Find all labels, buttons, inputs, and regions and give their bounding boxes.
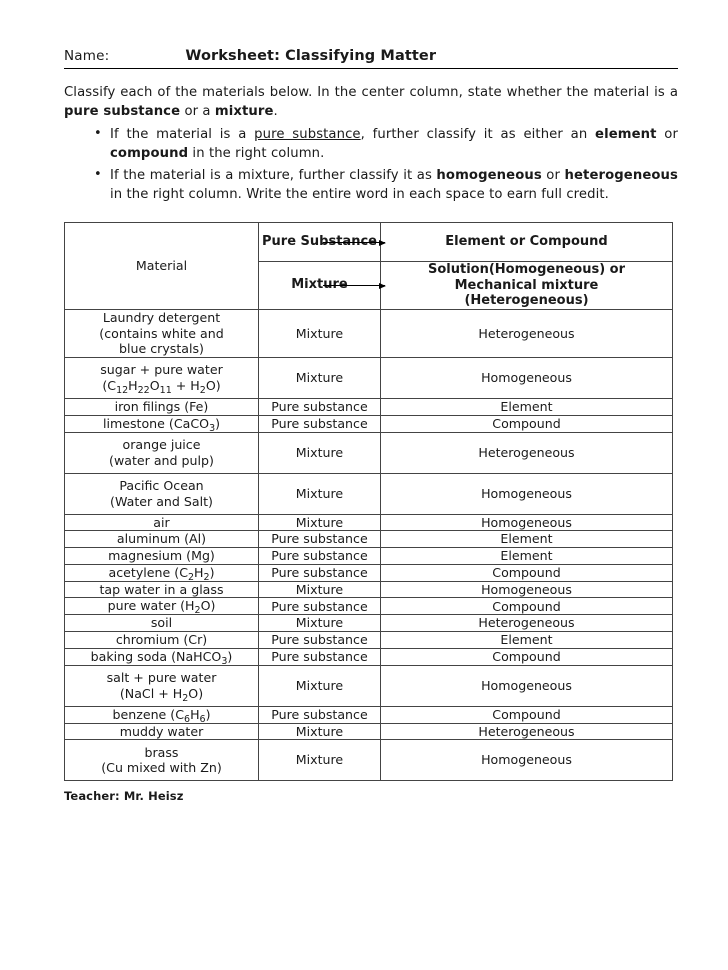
bullet2-bold-heterogeneous: heterogeneous <box>564 167 678 183</box>
cell-classification: Homogeneous <box>381 665 673 706</box>
bullet1-text-3: or <box>656 127 678 143</box>
bullet2-bold-homogeneous: homogeneous <box>436 167 542 183</box>
material-line: chromium (Cr) <box>115 632 208 648</box>
material-line: magnesium (Mg) <box>108 548 215 564</box>
table-row <box>65 581 673 598</box>
material-line: limestone (CaCO$_3$) <box>102 415 221 434</box>
cell-type: Pure substance <box>259 598 381 615</box>
classifying-matter-table <box>64 222 673 781</box>
page-header <box>64 38 678 64</box>
material-line: acetylene $(C_2H_2)$ <box>108 564 215 583</box>
cell-classification: Element <box>381 632 673 649</box>
arrow-pure-substance-icon <box>323 242 385 243</box>
cell-material <box>65 581 259 598</box>
header-divider <box>64 68 678 69</box>
table-row <box>65 548 673 565</box>
table-row <box>65 309 673 357</box>
cell-type: Pure substance <box>259 399 381 416</box>
bullet1-bold-compound: compound <box>110 146 189 162</box>
instructions-text-2: or a <box>180 104 215 120</box>
cell-material <box>65 514 259 531</box>
cell-type: Pure substance <box>259 706 381 723</box>
instructions-bold-mixture: mixture <box>214 104 274 120</box>
bullet-item-pure-substance <box>110 125 678 163</box>
cell-type: Mixture <box>259 514 381 531</box>
table-row <box>65 706 673 723</box>
table-row <box>65 598 673 615</box>
table-row <box>65 740 673 781</box>
cell-type: Pure substance <box>259 632 381 649</box>
cell-classification: Heterogeneous <box>381 723 673 740</box>
material-line: (contains white and <box>99 325 224 341</box>
column-header-element-or-compound <box>381 223 672 262</box>
cell-classification: Homogeneous <box>381 514 673 531</box>
cell-classification: Homogeneous <box>381 358 673 399</box>
table-body <box>65 309 673 780</box>
cell-material <box>65 723 259 740</box>
cell-material <box>65 399 259 416</box>
bullet1-text-2: , further classify it as either an <box>360 127 596 143</box>
bullet-item-mixture <box>110 166 678 204</box>
instructions-bold-pure-substance: pure substance <box>64 104 181 120</box>
material-line: brass <box>144 744 179 760</box>
cell-classification: Homogeneous <box>381 581 673 598</box>
bullet2-text-1: If the material is a mixture, further classify it as <box>110 167 437 183</box>
table-row <box>65 665 673 706</box>
material-line: (NaCl + $H_2O$) <box>119 685 204 704</box>
column-header-solution-lines <box>428 262 625 309</box>
cell-type: Mixture <box>259 615 381 632</box>
table-row <box>65 564 673 581</box>
footer-teacher: Teacher: Mr. Heisz <box>64 789 184 804</box>
material-line: (water and pulp) <box>109 452 214 468</box>
material-line: sugar + pure water <box>100 362 223 378</box>
cell-classification: Element <box>381 548 673 565</box>
bullet1-text-4: in the right column. <box>188 146 325 162</box>
page-title: Worksheet: Classifying Matter <box>185 48 437 64</box>
cell-type: Mixture <box>259 740 381 781</box>
column-header-pure-substance: Pure Substance <box>259 223 380 262</box>
cell-material <box>65 665 259 706</box>
material-line: air <box>153 514 170 530</box>
instructions-text-3: . <box>273 104 278 120</box>
bullet1-bold-element: element <box>595 127 657 143</box>
material-line: muddy water <box>119 723 204 739</box>
column-header-material: Material <box>65 222 259 309</box>
cell-material <box>65 564 259 581</box>
cell-material <box>65 648 259 665</box>
cell-type: Pure substance <box>259 531 381 548</box>
bullet1-text-1: If the material is a <box>110 127 255 143</box>
solution-line-2: Mechanical mixture <box>454 277 599 293</box>
instructions-text-1: Classify each of the materials below. In the center column, state whether the material is a <box>64 85 678 100</box>
cell-type: Mixture <box>259 665 381 706</box>
table-row <box>65 399 673 416</box>
cell-type: Mixture <box>259 581 381 598</box>
cell-classification: Compound <box>381 564 673 581</box>
instructions-paragraph <box>64 83 678 121</box>
cell-classification: Homogeneous <box>381 473 673 514</box>
bullet1-underline-pure-substance: pure substance <box>254 127 361 143</box>
table-row <box>65 432 673 473</box>
column-header-classification <box>381 222 673 309</box>
material-line: $(C_{12}H_{22}O_{11} + H_2O)$ <box>102 377 221 396</box>
material-line: (Cu mixed with Zn) <box>101 760 222 776</box>
material-line: aluminum (Al) <box>116 531 207 547</box>
material-line: tap water in a glass <box>99 581 224 597</box>
cell-classification: Compound <box>381 648 673 665</box>
table-row <box>65 514 673 531</box>
cell-material <box>65 358 259 399</box>
cell-classification: Heterogeneous <box>381 615 673 632</box>
cell-classification: Heterogeneous <box>381 432 673 473</box>
bullet2-text-2: or <box>541 167 565 183</box>
material-line: salt + pure water <box>106 669 217 685</box>
cell-type: Pure substance <box>259 648 381 665</box>
cell-material <box>65 598 259 615</box>
instructions-bullet-list <box>64 125 678 204</box>
cell-type: Mixture <box>259 723 381 740</box>
table-row <box>65 615 673 632</box>
material-line: pure water $(H_2O)$ <box>107 598 216 617</box>
cell-classification: Compound <box>381 415 673 432</box>
cell-material <box>65 740 259 781</box>
material-line: blue crystals) <box>119 341 204 357</box>
table-row <box>65 632 673 649</box>
table-row <box>65 473 673 514</box>
cell-material <box>65 548 259 565</box>
material-line: baking soda (NaHCO$_3$) <box>90 648 233 667</box>
cell-type: Mixture <box>259 473 381 514</box>
column-header-solution-mechanical <box>381 262 672 308</box>
material-line: orange juice <box>122 436 201 452</box>
bullet2-text-3: in the right column. Write the entire word in each space to earn full credit. <box>110 186 609 202</box>
cell-classification: Element <box>381 531 673 548</box>
solution-line-3: (Heterogeneous) <box>464 293 589 309</box>
cell-classification: Compound <box>381 706 673 723</box>
cell-classification: Element <box>381 399 673 416</box>
cell-type: Mixture <box>259 358 381 399</box>
cell-classification: Heterogeneous <box>381 309 673 357</box>
cell-material <box>65 432 259 473</box>
cell-type: Pure substance <box>259 548 381 565</box>
material-line: (Water and Salt) <box>110 493 213 509</box>
name-label: Name: <box>64 48 110 64</box>
column-header-mixture: Mixture <box>291 277 348 293</box>
table-row <box>65 648 673 665</box>
cell-material <box>65 473 259 514</box>
cell-type: Pure substance <box>259 415 381 432</box>
column-header-type <box>259 222 381 309</box>
cell-material <box>65 615 259 632</box>
cell-material <box>65 531 259 548</box>
cell-type: Pure substance <box>259 564 381 581</box>
table-header-row <box>65 222 673 309</box>
table-header <box>65 222 673 309</box>
cell-type: Mixture <box>259 432 381 473</box>
cell-material <box>65 309 259 357</box>
table-row <box>65 415 673 432</box>
column-header-element-or-compound-label: Element or Compound <box>445 234 608 250</box>
cell-classification: Compound <box>381 598 673 615</box>
material-line: benzene $(C_6H_6)$ <box>112 706 211 725</box>
arrow-mixture-icon <box>323 285 385 286</box>
material-line: Laundry detergent <box>102 309 221 325</box>
table-row <box>65 358 673 399</box>
cell-type: Mixture <box>259 309 381 357</box>
material-line: iron filings (Fe) <box>114 399 209 415</box>
cell-classification: Homogeneous <box>381 740 673 781</box>
cell-material <box>65 706 259 723</box>
material-line: soil <box>150 615 173 631</box>
cell-material <box>65 632 259 649</box>
solution-line-1: Solution(Homogeneous) or <box>427 261 626 277</box>
cell-material <box>65 415 259 432</box>
material-line: Pacific Ocean <box>119 477 204 493</box>
table-row <box>65 723 673 740</box>
table-row <box>65 531 673 548</box>
